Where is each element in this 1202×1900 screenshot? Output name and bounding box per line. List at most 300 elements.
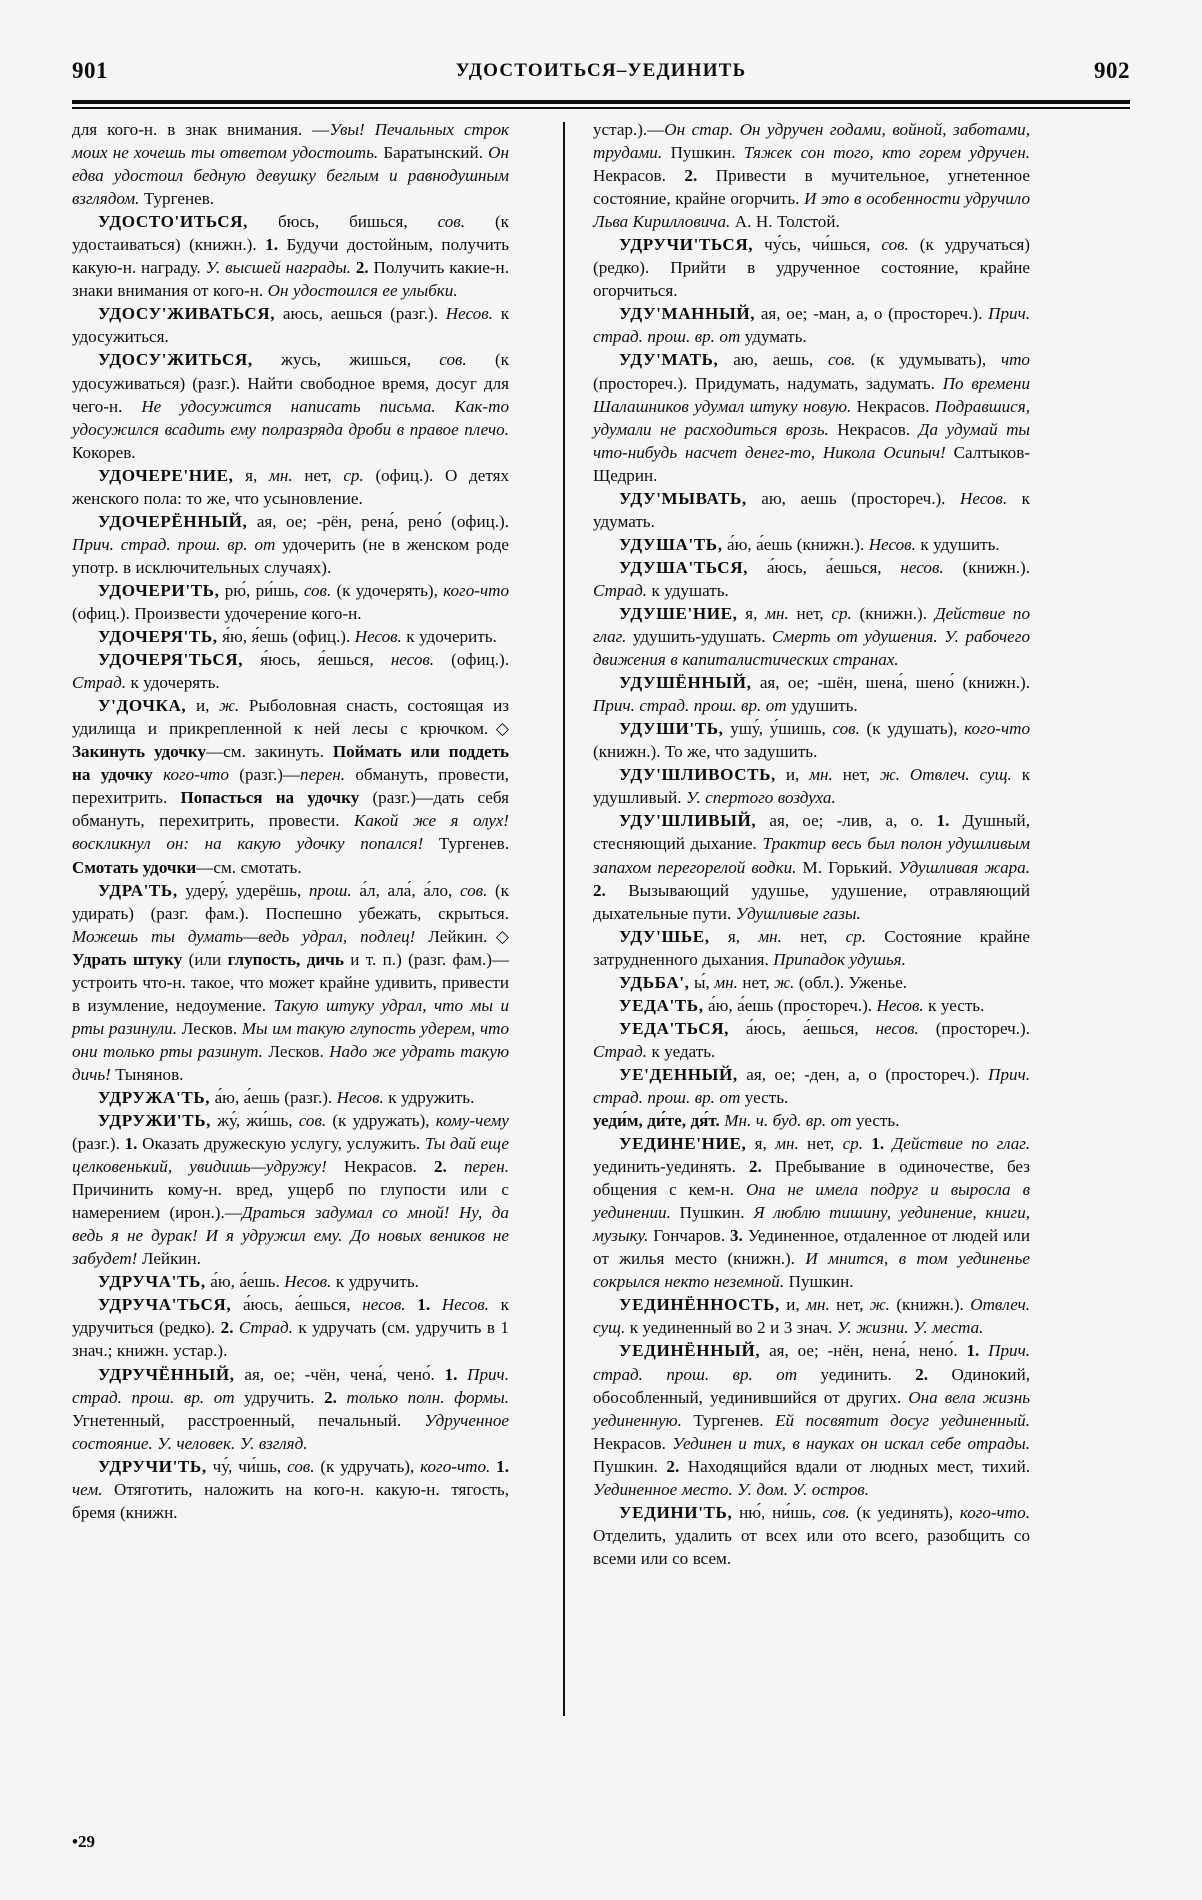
entry-headword: УЕДИНИ'ТЬ, bbox=[619, 1502, 733, 1522]
entry-text: к уединенный во 2 и 3 знач. bbox=[625, 1318, 837, 1338]
entry-text: жусь, жишься, bbox=[252, 350, 440, 370]
entry-text: (разг.)—дать себя обмануть, перехитрить, провести. bbox=[72, 788, 509, 831]
entry-text: удочерить (не в женском роде употр. в исключительных случаях). bbox=[72, 534, 509, 577]
entry-headword: УДОЧЕРЯ'ТЬСЯ, bbox=[98, 650, 244, 670]
entry-italic-text: Страд. bbox=[72, 673, 127, 693]
entry-italic-text: Страд. bbox=[593, 580, 648, 600]
entry-text: (простореч.). Придумать, надумать, задумать. bbox=[593, 373, 943, 393]
entry-italic-text: Удрученное состояние. У. человек. У. взгляд. bbox=[72, 1410, 509, 1453]
entry-italic-text: кого-что. bbox=[420, 1456, 491, 1476]
entry-italic-text: Смерть от удушения. У. рабочего движения в капиталистических странах. bbox=[593, 627, 1030, 670]
entry-headword: УДРА'ТЬ, bbox=[98, 880, 178, 900]
entry-italic-text: Удушливые газы. bbox=[735, 903, 861, 923]
entry-text: (или bbox=[182, 949, 228, 969]
entry-text: и т. п.) (разг. фам.)—устроить что-н. такое, что может крайне удивить, привести в изумление, недоумение. bbox=[72, 949, 510, 1015]
entry-italic-text: Страд. bbox=[233, 1318, 293, 1338]
entry-italic-text: только полн. формы. bbox=[336, 1387, 509, 1407]
entry-italic-text: перен. bbox=[446, 1157, 509, 1177]
entry-headword: УДУШИ'ТЬ, bbox=[619, 719, 724, 739]
dictionary-entry bbox=[593, 1017, 1030, 1063]
entry-bold-text: Закинуть удочку bbox=[72, 742, 207, 762]
dictionary-entry bbox=[593, 763, 1030, 809]
dictionary-entry bbox=[593, 348, 1030, 486]
entry-text: Уединенное, отдаленное от людей или от жилья место (книжн.). bbox=[593, 1226, 1030, 1269]
entry-text: Лейкин. bbox=[415, 926, 488, 946]
entry-text: нет, bbox=[798, 1134, 843, 1154]
entry-italic-text: ж. bbox=[869, 1295, 890, 1315]
entry-italic-text: ж. bbox=[774, 972, 795, 992]
entry-text: Рыболовная снасть, состоящая из удилища и прикрепленной к ней лесы с крючком. bbox=[72, 696, 509, 739]
entry-text: удручить. bbox=[234, 1387, 325, 1407]
entry-bold-text: 2. bbox=[220, 1318, 234, 1338]
entry-italic-text: Мы им такую глупость удерем, что они только рты разинут. bbox=[72, 1018, 509, 1061]
entry-headword: УЕДИНЁННЫЙ, bbox=[619, 1341, 761, 1361]
entry-headword: УДРУЧА'ТЬСЯ, bbox=[98, 1295, 232, 1315]
entry-text: к удружить. bbox=[383, 1087, 475, 1107]
entry-text: Некрасов. bbox=[326, 1157, 434, 1177]
entry-text: уесть. bbox=[740, 1087, 789, 1107]
entry-bold-text: 2. bbox=[593, 880, 606, 900]
entry-text: уесть. bbox=[851, 1111, 900, 1131]
entry-text: я, bbox=[709, 926, 759, 946]
entry-headword: УДЬБА', bbox=[619, 972, 690, 992]
entry-text bbox=[153, 765, 163, 784]
folio-right: 902 bbox=[1094, 58, 1130, 83]
entry-bold-text: Поймать или поддеть на удочку bbox=[72, 742, 510, 785]
entry-text: ая, ое; -лив, а, о. bbox=[756, 811, 937, 831]
column-right bbox=[593, 118, 1030, 1570]
idiom-diamond-icon: ◇ bbox=[487, 926, 509, 946]
dictionary-entry bbox=[593, 671, 1030, 717]
entry-text: ню́, ни́шь, bbox=[732, 1502, 823, 1522]
dictionary-entry bbox=[593, 487, 1030, 533]
entry-text: нет, bbox=[788, 603, 832, 623]
entry-text: Душный, стесняющий дыхание. bbox=[593, 811, 1030, 854]
entry-text: и, bbox=[186, 696, 220, 716]
entry-italic-text: Прич. страд. прош. вр. от bbox=[593, 1341, 1030, 1384]
dictionary-entry bbox=[593, 1501, 1030, 1570]
entry-italic-text: Прич. страд. прош. вр. от bbox=[72, 534, 276, 554]
entry-headword: УДУ'ШЛИВЫЙ, bbox=[619, 811, 757, 831]
entry-headword: УДУ'МАТЬ, bbox=[619, 350, 719, 370]
entry-bold-text: 1. bbox=[871, 1134, 885, 1154]
entry-text: ая, ое; -чён, чена́, чено́. bbox=[234, 1364, 445, 1384]
entry-headword: У'ДОЧКА, bbox=[98, 696, 187, 716]
entry-italic-text: кого-что bbox=[163, 765, 229, 785]
dictionary-entry bbox=[593, 118, 1030, 233]
entry-text: нет, bbox=[832, 765, 880, 785]
entry-bold-text: 1. bbox=[124, 1134, 138, 1154]
entry-italic-text: Несов. bbox=[430, 1295, 489, 1315]
entry-italic-text: Тяжек сон того, кто горем удручен. bbox=[743, 143, 1030, 163]
entry-italic-text: Несов. bbox=[445, 304, 493, 324]
entry-text: Некрасов. bbox=[828, 419, 919, 439]
entry-text: —см. смотать. bbox=[196, 857, 302, 877]
entry-text: (простореч.). bbox=[918, 1018, 1030, 1038]
entry-text: А. Н. Толстой. bbox=[730, 212, 840, 232]
dictionary-entry bbox=[593, 717, 1030, 763]
entry-text: ая, ое; -ден, а, о (простореч.). bbox=[737, 1064, 989, 1084]
entry-text: жу́, жи́шь, bbox=[211, 1111, 299, 1131]
entry-italic-text: Увы! Печальных строк моих не хочешь ты ответом удостоить. bbox=[72, 120, 509, 163]
entry-italic-text: Подравшися, удумали не расходиться врозь. bbox=[593, 396, 1030, 439]
entry-text: Пушкин. bbox=[662, 143, 744, 163]
entry-italic-text: ж. bbox=[219, 696, 240, 716]
entry-text: к удосужиться. bbox=[72, 304, 510, 347]
entry-headword: УДРУЧИ'ТЬ, bbox=[98, 1456, 207, 1476]
dictionary-entry bbox=[72, 510, 509, 579]
entry-italic-text: что bbox=[1000, 350, 1030, 370]
entry-italic-text: сов. bbox=[439, 350, 467, 370]
entry-italic-text: Я люблю тишину, уединение, книги, музыку. bbox=[593, 1203, 1031, 1246]
signature-mark: •29 bbox=[72, 1832, 95, 1851]
entry-text: (книжн.). То же, что задушить. bbox=[593, 742, 818, 762]
entry-text: я́юсь, я́ешься, bbox=[243, 650, 391, 670]
entry-text: к удушить. bbox=[915, 534, 1000, 554]
entry-text: к удручить. bbox=[331, 1272, 419, 1292]
dictionary-entry bbox=[72, 625, 509, 648]
entry-italic-text: сов. bbox=[459, 880, 488, 900]
entry-text: Причинить кому-н. вред, ущерб по глупости или с намерением (ирон.).— bbox=[72, 1180, 509, 1223]
dictionary-entry bbox=[72, 118, 509, 210]
dictionary-entry bbox=[593, 1109, 1030, 1132]
entry-italic-text: Драться задумал со мной! Ну, да ведь я не дурак! И я удружил ему. До новых веников не забудет! bbox=[72, 1203, 509, 1269]
entry-text: к удочерять. bbox=[126, 673, 220, 693]
entry-italic-text: Прич. страд. прош. вр. от bbox=[593, 1064, 1030, 1107]
dictionary-entry bbox=[72, 348, 509, 463]
entry-headword: УДОСУ'ЖИВАТЬСЯ, bbox=[98, 304, 276, 324]
columns-container bbox=[72, 118, 1130, 1818]
entry-headword: УДРУЧЁННЫЙ, bbox=[98, 1364, 235, 1384]
entry-italic-text: ж. Отвлеч. сущ. bbox=[879, 765, 1012, 785]
entry-italic-text: ср. bbox=[845, 926, 867, 946]
entry-headword: УДУ'МЫВАТЬ, bbox=[619, 488, 747, 508]
entry-italic-text: несов. bbox=[875, 1018, 919, 1038]
entry-italic-text: кого-что. bbox=[959, 1502, 1030, 1522]
dictionary-entry bbox=[593, 556, 1030, 602]
entry-italic-text: Какой же я олух! воскликнул он: на какую удочку попался! bbox=[72, 811, 509, 854]
entry-italic-text: сов. bbox=[828, 350, 856, 370]
entry-italic-text: чем. bbox=[72, 1479, 103, 1499]
dictionary-entry bbox=[593, 1063, 1030, 1109]
entry-text: а́ю, а́ешь (разг.). bbox=[210, 1087, 337, 1107]
dictionary-entry bbox=[593, 1132, 1030, 1293]
entry-text: (к удирать) (разг. фам.). Поспешно убежать, скрыться. bbox=[72, 880, 509, 923]
entry-text: (к удостаиваться) (книжн.). bbox=[72, 212, 509, 255]
entry-italic-text: Можешь ты думать—ведь удрал, подлец! bbox=[72, 926, 416, 946]
entry-text: я́ю, я́ешь (офиц.). bbox=[217, 627, 355, 647]
entry-headword: УЕДИНЕ'НИЕ, bbox=[619, 1134, 747, 1154]
entry-text: ая, ое; -ман, а, о (простореч.). bbox=[755, 304, 989, 324]
entry-text: уединить-уединять. bbox=[593, 1157, 749, 1177]
dictionary-entry bbox=[72, 1086, 509, 1109]
entry-text: а́л, ала́, а́ло, bbox=[351, 880, 460, 900]
entry-headword: УЕ'ДЕННЫЙ, bbox=[619, 1064, 738, 1084]
entry-text: Лесков. bbox=[177, 1018, 242, 1038]
entry-bold-text: Смотать удочки bbox=[72, 857, 197, 877]
entry-headword: УДУ'ШЛИВОСТЬ, bbox=[619, 765, 776, 785]
entry-text: (к удушать), bbox=[859, 719, 965, 739]
dictionary-entry bbox=[72, 648, 509, 694]
entry-text: к удручиться (редко). bbox=[72, 1295, 509, 1338]
entry-text: Лесков. bbox=[262, 1041, 330, 1061]
entry-italic-text: Удушливая жара. bbox=[898, 857, 1030, 877]
entry-text: Будучи достойным, получить какую-н. награду. bbox=[72, 235, 509, 278]
column-divider bbox=[563, 122, 565, 1716]
entry-text: а́юсь, а́ешься, bbox=[748, 557, 901, 577]
entry-italic-text: Да удумай ты что-нибудь насчет денег-то, Никола Осипыч! bbox=[593, 419, 1030, 462]
entry-italic-text: несов. bbox=[362, 1295, 406, 1315]
folio-left: 901 bbox=[72, 58, 108, 83]
entry-italic-text: кого-что bbox=[443, 580, 509, 600]
entry-text: Тургенев. bbox=[423, 834, 509, 854]
entry-text: (к уединять), bbox=[849, 1502, 960, 1522]
entry-text: я, bbox=[737, 603, 766, 623]
entry-text: Вызывающий удушье, удушение, отравляющий дыхательные пути. bbox=[593, 880, 1030, 923]
entry-headword: УДУШЕ'НИЕ, bbox=[619, 603, 738, 623]
entry-italic-text: И это в особенности удручило Льва Кирилловича. bbox=[593, 189, 1030, 232]
entry-text: аю, аешь, bbox=[718, 350, 828, 370]
entry-text: и, bbox=[775, 765, 810, 785]
entry-text: удумать. bbox=[740, 327, 807, 347]
entry-italic-text: Действие по глаг. bbox=[593, 603, 1030, 647]
entry-bold-text: 1. bbox=[936, 811, 950, 831]
dictionary-entry bbox=[593, 809, 1030, 924]
entry-italic-text: Она не имела подруг и выросла в уединении. bbox=[593, 1180, 1030, 1223]
entry-italic-text: ср. bbox=[831, 603, 852, 623]
entry-italic-text: Мн. ч. буд. вр. от bbox=[719, 1111, 852, 1131]
entry-bold-text: 1. bbox=[444, 1364, 458, 1384]
entry-italic-text: Не удосужится написать письма. Как-то удосужился всадить ему полразряда дроби в правое плечо. bbox=[72, 396, 510, 439]
entry-text: к удручать (см. удручить в 1 знач.; книжн. устар.). bbox=[72, 1318, 509, 1361]
entry-italic-text: несов. bbox=[900, 557, 944, 577]
entry-bold-text: Попасться на удочку bbox=[180, 788, 360, 808]
entry-text: аю, аешь (простореч.). bbox=[746, 488, 961, 508]
entry-italic-text: ср. bbox=[343, 465, 364, 485]
entry-text: Пушкин. bbox=[593, 1456, 667, 1476]
entry-text: устар.).— bbox=[593, 120, 665, 139]
header-rule-thin bbox=[72, 107, 1130, 109]
entry-text: ушу́, у́шишь, bbox=[723, 719, 833, 739]
entry-text: Пребывание в одиночестве, без общения с кем-н. bbox=[593, 1157, 1030, 1200]
entry-italic-text: кого-что bbox=[964, 719, 1031, 739]
entry-text: Угнетенный, расстроенный, печальный. bbox=[72, 1410, 425, 1430]
entry-text: а́ю, а́ешь (простореч.). bbox=[703, 995, 877, 1015]
entry-text: (книжн.). bbox=[851, 603, 935, 623]
entry-bold-text: 2. bbox=[324, 1387, 337, 1407]
dictionary-entry bbox=[72, 1363, 509, 1455]
entry-text: М. Горький. bbox=[796, 857, 899, 877]
entry-text: Оказать дружескую услугу, услужить. bbox=[137, 1134, 425, 1154]
entry-headword: УДРУЖИ'ТЬ, bbox=[98, 1111, 212, 1131]
entry-text: чу́сь, чи́шься, bbox=[753, 235, 882, 255]
entry-text: (к удружать), bbox=[326, 1111, 436, 1131]
entry-bold-text: Удрать штуку bbox=[72, 949, 183, 969]
entry-italic-text: мн. bbox=[775, 1134, 799, 1154]
entry-text: Находящийся вдали от людных мест, тихий. bbox=[679, 1456, 1030, 1476]
entry-text: а́ю, а́ешь. bbox=[205, 1272, 285, 1292]
entry-bold-text: 3. bbox=[730, 1226, 743, 1246]
entry-text: (к удочерять), bbox=[331, 580, 444, 600]
running-title: УДОСТОИТЬСЯ–УЕДИНИТЬ bbox=[455, 60, 747, 81]
entry-italic-text: мн. bbox=[809, 765, 833, 785]
dictionary-entry bbox=[72, 579, 509, 625]
entry-text: (офиц.). О детях женского пола: то же, что усыновление. bbox=[72, 465, 509, 508]
entry-italic-text: Отвлеч. сущ. bbox=[593, 1295, 1030, 1338]
entry-italic-text: сов. bbox=[881, 235, 909, 255]
entry-text: к удушливый. bbox=[593, 765, 1030, 808]
entry-italic-text: Прич. страд. прош. вр. от bbox=[593, 696, 787, 716]
entry-italic-text: Уединенное место. У. дом. У. остров. bbox=[593, 1479, 869, 1499]
entry-text: (офиц.). bbox=[434, 650, 509, 670]
entry-italic-text: прош. bbox=[308, 880, 352, 900]
entry-bold-text: 2. bbox=[684, 166, 698, 186]
running-head bbox=[72, 58, 1130, 92]
entry-text: Салтыков-Щедрин. bbox=[593, 442, 1030, 485]
entry-italic-text: По времени Шалашников удумал штуку новую. bbox=[593, 373, 1030, 416]
entry-text: —см. закинуть. bbox=[206, 742, 333, 762]
entry-text bbox=[406, 1295, 418, 1314]
entry-italic-text: Несов. bbox=[284, 1272, 332, 1292]
entry-text: а́юсь, а́ешься, bbox=[231, 1295, 363, 1315]
entry-text: нет, bbox=[781, 926, 846, 946]
entry-text: рю́, ри́шь, bbox=[219, 580, 304, 600]
entry-text: Гончаров. bbox=[648, 1226, 730, 1246]
entry-italic-text: Надо же удрать такую дичь! bbox=[72, 1041, 509, 1084]
entry-headword: УДОЧЕРИ'ТЬ, bbox=[98, 580, 220, 600]
entry-text: уединить. bbox=[797, 1364, 916, 1384]
dictionary-entry bbox=[72, 302, 509, 348]
entry-italic-text: мн. bbox=[765, 603, 789, 623]
entry-italic-text: Он стар. Он удручен годами, войной, заботами, трудами. bbox=[593, 120, 1030, 163]
entry-text: (книжн.). bbox=[889, 1295, 971, 1315]
entry-italic-text: У. спертого воздуха. bbox=[686, 788, 836, 808]
entry-text: ая, ое; -нён, нена́, нено́. bbox=[760, 1341, 967, 1361]
entry-text: (книжн.). bbox=[943, 557, 1030, 577]
entry-text: ы́, bbox=[689, 972, 715, 992]
entry-italic-text: сов. bbox=[298, 1111, 327, 1131]
entry-headword: УЕДА'ТЬСЯ, bbox=[619, 1018, 730, 1038]
entry-italic-text: мн. bbox=[758, 926, 782, 946]
entry-text: обмануть, провести, перехитрить. bbox=[72, 765, 510, 808]
entry-bold-text: 2. bbox=[433, 1157, 447, 1177]
entry-headword: УЕДА'ТЬ, bbox=[619, 995, 704, 1015]
entry-text: к удочерить. bbox=[401, 627, 497, 647]
entry-headword: УЕДИНЁННОСТЬ, bbox=[619, 1295, 780, 1315]
dictionary-entry bbox=[72, 694, 509, 878]
dictionary-entry bbox=[72, 464, 509, 510]
entry-headword: УДУША'ТЬ, bbox=[619, 534, 723, 554]
entry-italic-text: Такую штуку удрал, что мы и рты разинули. bbox=[72, 995, 509, 1038]
entry-bold-text: 2. bbox=[355, 258, 369, 278]
entry-text: бюсь, бишься, bbox=[247, 212, 438, 232]
entry-italic-text: сов. bbox=[303, 580, 332, 600]
entry-headword: УДОСТО'ИТЬСЯ, bbox=[98, 212, 248, 232]
entry-italic-text: Страд. bbox=[593, 1041, 648, 1061]
entry-bold-text: 2. bbox=[666, 1456, 680, 1476]
column-left bbox=[72, 118, 509, 1524]
entry-italic-text: Прич. страд. прош. вр. от bbox=[593, 304, 1030, 347]
entry-text: а́юсь, а́ешься, bbox=[729, 1018, 876, 1038]
dictionary-entry bbox=[72, 1270, 509, 1293]
entry-italic-text: И мнится, в том уединенье сокрылся некто неземной. bbox=[593, 1249, 1030, 1292]
entry-text: Тынянов. bbox=[110, 1064, 184, 1084]
entry-headword: УДУША'ТЬСЯ, bbox=[619, 557, 749, 577]
dictionary-entry bbox=[593, 533, 1030, 556]
entry-text: (к удосуживаться) (разг.). Найти свободное время, досуг для чего-н. bbox=[72, 350, 509, 416]
dictionary-entry bbox=[593, 1293, 1030, 1339]
header-rule-thick bbox=[72, 100, 1130, 104]
entry-italic-text: сов. bbox=[287, 1456, 315, 1476]
entry-text: к уесть. bbox=[923, 995, 985, 1015]
entry-italic-text: У. высшей награды. bbox=[205, 258, 351, 278]
entry-italic-text: Несов. bbox=[876, 995, 924, 1015]
dictionary-entry bbox=[593, 994, 1030, 1017]
entry-bold-text: 1. bbox=[417, 1295, 431, 1315]
entry-bold-text: 2. bbox=[915, 1364, 929, 1384]
entry-text: Отяготить, наложить на кого-н. какую-н. тягость, бремя (книжн. bbox=[72, 1479, 509, 1522]
dictionary-entry bbox=[593, 1339, 1030, 1500]
entry-italic-text: кому-чему bbox=[435, 1111, 509, 1131]
entry-text: Тургенев. bbox=[681, 1410, 776, 1430]
idiom-diamond-icon: ◇ bbox=[488, 719, 509, 739]
entry-italic-text: Она вела жизнь уединенную. bbox=[593, 1387, 1030, 1430]
entry-italic-text: сов. bbox=[822, 1502, 850, 1522]
entry-text: нет, bbox=[292, 465, 344, 485]
entry-bold-text: 2. bbox=[748, 1157, 762, 1177]
entry-italic-text: Он едва удостоил бедную девушку беглым и равнодушным взглядом. bbox=[72, 143, 509, 209]
entry-italic-text: Ей посвятит досуг уединенный. bbox=[775, 1410, 1030, 1430]
entry-text: нет, bbox=[829, 1295, 870, 1315]
entry-text: (разг.)— bbox=[228, 765, 301, 785]
dictionary-entry bbox=[72, 1455, 509, 1524]
entry-text: Одинокий, обособленный, уединившийся от других. bbox=[593, 1364, 1030, 1407]
entry-headword: УДОСУ'ЖИТЬСЯ, bbox=[98, 350, 253, 370]
entry-text: (обл.). Уженье. bbox=[794, 972, 908, 992]
entry-text: Состояние крайне затрудненного дыхания. bbox=[593, 926, 1030, 969]
entry-text: нет, bbox=[737, 972, 775, 992]
entry-text: (к удумывать), bbox=[855, 350, 1001, 370]
entry-text: Пушкин. bbox=[670, 1203, 754, 1223]
entry-italic-text: перен. bbox=[300, 765, 346, 785]
entry-italic-text: мн. bbox=[714, 972, 738, 992]
entry-bold-text: уеди́м, ди́те, дя́т. bbox=[593, 1111, 720, 1131]
entry-headword: УДУ'МАННЫЙ, bbox=[619, 304, 756, 324]
entry-text: к уедать. bbox=[647, 1041, 716, 1061]
dictionary-entry bbox=[72, 1293, 509, 1362]
entry-italic-text: У. жизни. У. места. bbox=[836, 1318, 984, 1338]
entry-text: Кокорев. bbox=[72, 442, 136, 462]
entry-text: Привести в мучительное, угнетенное состояние, крайне огорчить. bbox=[593, 166, 1030, 209]
entry-text: Лейкин. bbox=[137, 1249, 201, 1269]
entry-text: (офиц.). Произвести удочерение кого-н. bbox=[72, 603, 362, 623]
dictionary-entry bbox=[593, 602, 1030, 671]
entry-text: ая, ое; -шён, шена́, шено́ (книжн.). bbox=[751, 673, 1030, 693]
entry-headword: УДУ'ШЬЕ, bbox=[619, 926, 710, 946]
entry-italic-text: Действие по глаг. bbox=[884, 1134, 1030, 1154]
entry-text: ая, ое; -рён, рена́, рено́ (офиц.). bbox=[247, 511, 509, 531]
entry-text: и, bbox=[779, 1295, 807, 1315]
entry-text: Тургенев. bbox=[139, 189, 215, 209]
entry-text: Некрасов. bbox=[851, 396, 935, 416]
entry-italic-text: Несов. bbox=[868, 534, 916, 554]
entry-text: удушить. bbox=[786, 696, 858, 716]
entry-text: Отделить, удалить от всех или ото всего, разобщить со всеми или со всем. bbox=[593, 1525, 1030, 1568]
entry-italic-text: Несов. bbox=[354, 627, 402, 647]
entry-headword: УДРУЧИ'ТЬСЯ, bbox=[619, 235, 754, 255]
entry-bold-text: 1. bbox=[496, 1456, 509, 1476]
entry-italic-text: Несов. bbox=[960, 488, 1008, 508]
